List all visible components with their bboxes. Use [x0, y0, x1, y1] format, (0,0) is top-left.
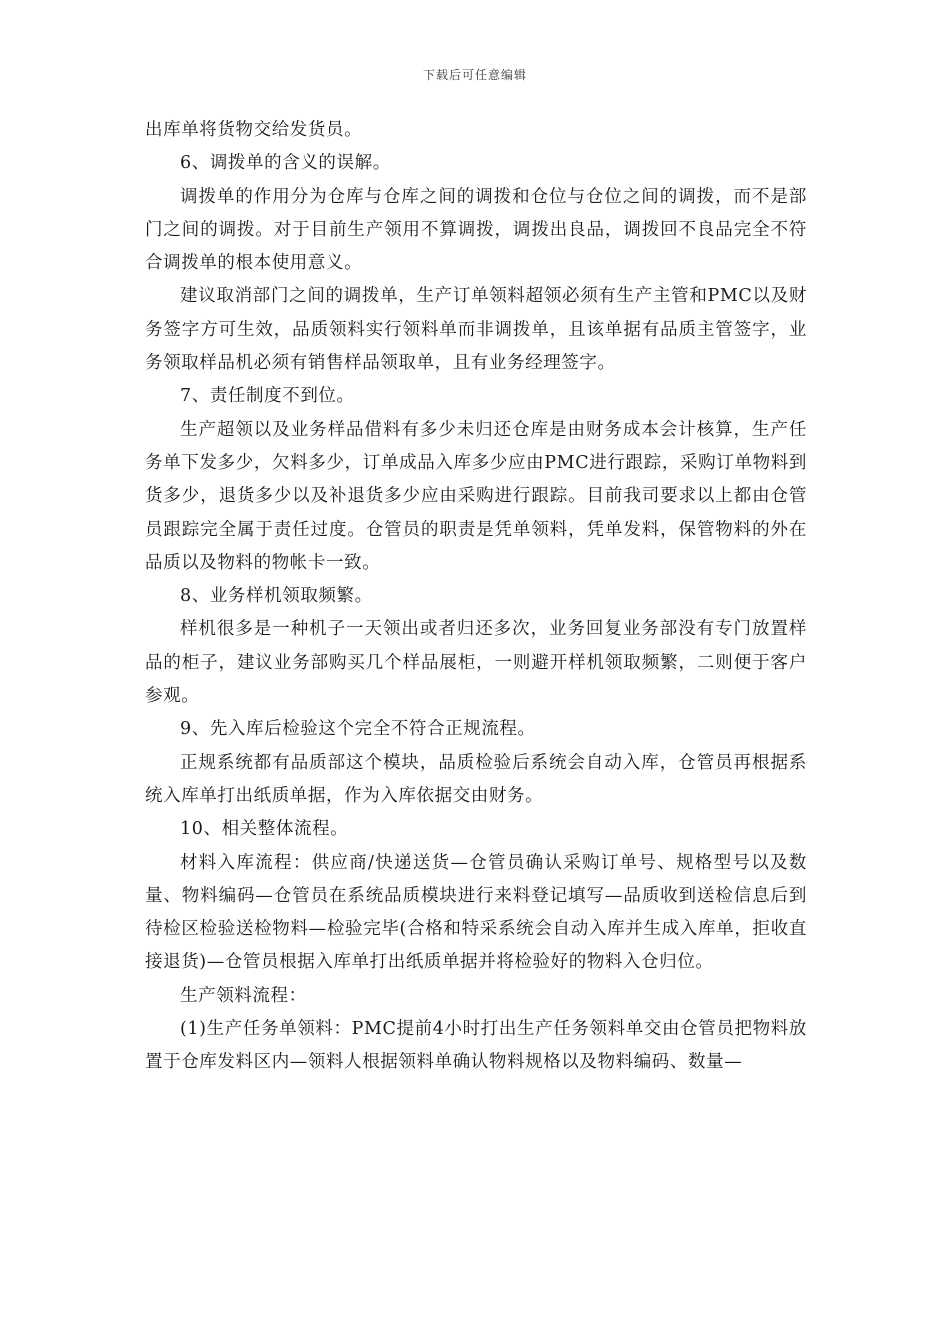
section-heading: 8、业务样机领取频繁。: [180, 586, 373, 607]
section-heading: 7、责任制度不到位。: [180, 386, 355, 407]
paragraph: 生产超领以及业务样品借料有多少未归还仓库是由财务成本会计核算，生产任务单下发多少，欠料多少，订单成品入库多少应由PMC进行跟踪，采购订单物料到货多少，退货多少以及补退货多少应由采购进行跟踪。目前我司要求以上都由仓管员跟踪完全属于责任过度。仓管员的职责是凭单领料，凭单发料，保管物料的外在品质以及物料的物帐卡一致。: [145, 419, 807, 573]
section-heading: 9、先入库后检验这个完全不符合正规流程。: [180, 719, 536, 740]
paragraph: 生产领料流程：: [180, 985, 307, 1006]
paragraph: 样机很多是一种机子一天领出或者归还多次，业务回复业务部没有专门放置样品的柜子，建议业务部购买几个样品展柜，一则避开样机领取频繁，二则便于客户参观。: [145, 619, 807, 707]
paragraph: 材料入库流程：供应商/快递送货—仓管员确认采购订单号、规格型号以及数量、物料编码—仓管员在系统品质模块进行来料登记填写—品质收到送检信息后到待检区检验送检物料—检验完毕(合格和特采系统会自动入库并生成入库单，拒收直接退货)—仓管员根据入库单打出纸质单据并将检验好的物料入仓归位。: [145, 852, 807, 973]
paragraph: 建议取消部门之间的调拨单，生产订单领料超领必须有生产主管和PMC以及财务签字方可生效，品质领料实行领料单而非调拨单，且该单据有品质主管签字，业务领取样品机必须有销售样品领取单，且有业务经理签字。: [145, 286, 807, 374]
section-heading: 10、相关整体流程。: [180, 819, 349, 840]
section-heading: 6、调拨单的含义的误解。: [180, 153, 391, 174]
paragraph: 出库单将货物交给发货员。: [145, 120, 363, 140]
paragraph: (1)生产任务单领料：PMC提前4小时打出生产任务领料单交由仓管员把物料放置于仓库发料区内—领料人根据领料单确认物料规格以及物料编码、数量—: [145, 1019, 807, 1073]
page-header-note: 下载后可任意编辑: [422, 68, 527, 82]
paragraph: 调拨单的作用分为仓库与仓库之间的调拨和仓位与仓位之间的调拨，而不是部门之间的调拨。对于目前生产领用不算调拨，调拨出良品，调拨回不良品完全不符合调拨单的根本使用意义。: [145, 186, 807, 274]
document-body: [145, 114, 807, 1080]
paragraph: 正规系统都有品质部这个模块，品质检验后系统会自动入库，仓管员再根据系统入库单打出纸质单据，作为入库依据交由财务。: [145, 752, 807, 806]
